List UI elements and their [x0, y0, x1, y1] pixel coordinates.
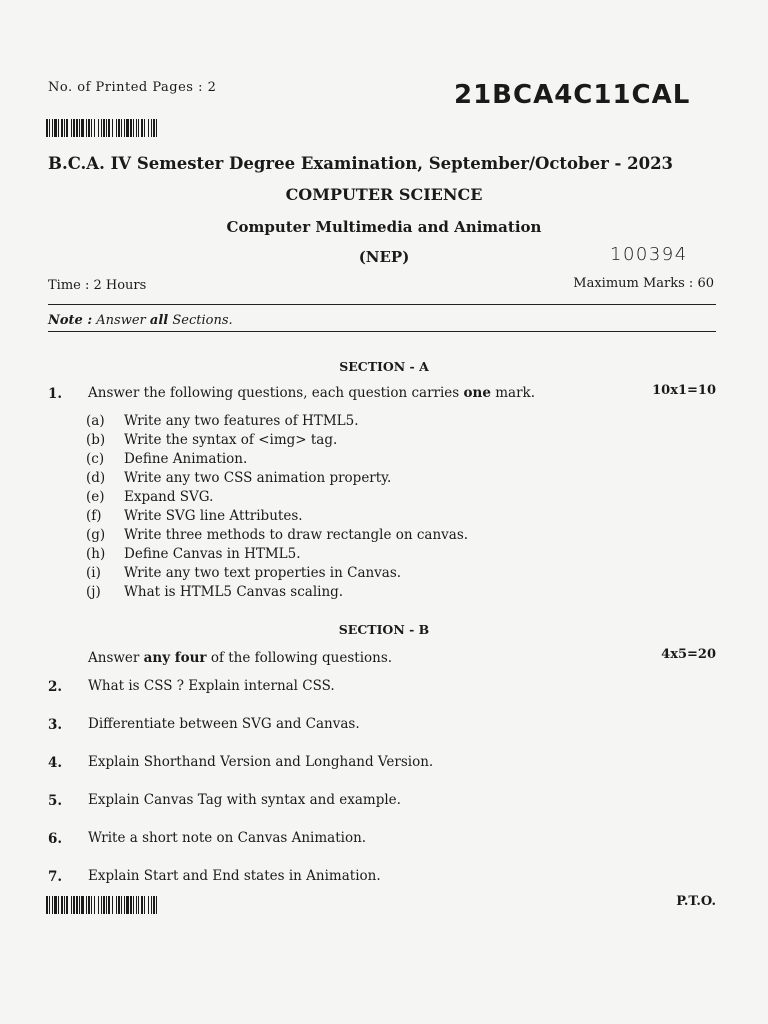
subquestion-label: (h): [86, 546, 106, 562]
subquestion-label: (c): [86, 451, 105, 467]
subquestion-item: [86, 584, 343, 600]
paper-code: 21BCA4C11CAL: [454, 80, 691, 110]
scheme-label: (NEP): [358, 248, 410, 266]
section-a-title: SECTION - A: [339, 359, 429, 374]
subquestion-text: Write any two text properties in Canvas.: [124, 565, 402, 581]
question-text: Explain Start and End states in Animation.: [88, 868, 381, 884]
question-number: 7.: [48, 869, 63, 885]
subquestion-item: [86, 432, 337, 448]
question-number: 5.: [48, 793, 63, 809]
note-emphasis: all: [149, 313, 169, 328]
question-text: Explain Canvas Tag with syntax and example.: [88, 792, 401, 808]
section-b-title: SECTION - B: [338, 622, 430, 637]
subquestion-item: [86, 546, 301, 562]
subquestion-text: Expand SVG.: [124, 489, 214, 505]
subquestion-label: (e): [86, 489, 105, 505]
section-b-marks: 4x5=20: [661, 647, 716, 662]
subquestion-item: [86, 489, 213, 505]
question-text: What is CSS ? Explain internal CSS.: [88, 678, 335, 694]
subquestion-text: Write any two features of HTML5.: [124, 413, 359, 429]
subquestion-text: Write three methods to draw rectangle on canvas.: [124, 527, 469, 543]
divider-top: [48, 304, 716, 305]
handwritten-code: 100394: [610, 244, 688, 265]
instruction-text-before: Answer the following questions, each question carries: [88, 385, 460, 401]
section-a-marks: 10x1=10: [652, 383, 716, 398]
question-text: Explain Shorthand Version and Longhand Version.: [88, 754, 434, 770]
subquestion-text: Define Canvas in HTML5.: [124, 546, 301, 562]
subquestion-item: [86, 451, 247, 467]
pto-label: P.T.O.: [676, 894, 716, 909]
question-number: 2.: [48, 679, 63, 695]
barcode-top: [46, 119, 158, 137]
exam-duration: Time : 2 Hours: [48, 278, 147, 293]
subquestion-label: (g): [86, 527, 106, 543]
barcode-bar: [157, 896, 158, 914]
subquestion-label: (f): [86, 508, 102, 524]
barcode-bar: [157, 119, 158, 137]
question-text: Write a short note on Canvas Animation.: [88, 830, 367, 846]
subquestion-label: (i): [86, 565, 101, 581]
question-number-1: 1.: [48, 386, 63, 402]
subquestion-item: [86, 413, 358, 429]
note-text-before: Answer: [96, 313, 146, 328]
question-number: 6.: [48, 831, 63, 847]
question-number: 4.: [48, 755, 63, 771]
instructions-note: [48, 313, 233, 328]
question-text: Differentiate between SVG and Canvas.: [88, 716, 360, 732]
subquestion-label: (a): [86, 413, 105, 429]
note-label: Note :: [48, 313, 93, 328]
maximum-marks: Maximum Marks : 60: [573, 276, 714, 291]
divider-bottom: [48, 331, 716, 332]
subquestion-label: (j): [86, 584, 101, 600]
subject-title: COMPUTER SCIENCE: [285, 185, 483, 204]
barcode-bottom: [46, 896, 158, 914]
instruction-text-after: of the following questions.: [210, 650, 393, 666]
subquestion-item: [86, 470, 391, 486]
subquestion-text: Write the syntax of <img> tag.: [124, 432, 338, 448]
subquestion-label: (d): [86, 470, 106, 486]
instruction-bold: one: [463, 385, 491, 401]
question-number: 3.: [48, 717, 63, 733]
note-text-after: Sections.: [172, 313, 233, 328]
instruction-text-after: mark.: [495, 385, 536, 401]
subquestion-item: [86, 508, 303, 524]
subquestion-label: (b): [86, 432, 106, 448]
subquestion-item: [86, 565, 401, 581]
subquestion-item: [86, 527, 468, 543]
subquestion-text: What is HTML5 Canvas scaling.: [124, 584, 344, 600]
instruction-bold: any four: [143, 650, 207, 666]
subquestion-text: Write SVG line Attributes.: [124, 508, 303, 524]
section-b-instruction: [88, 650, 392, 666]
section-a-instruction: [88, 385, 535, 401]
exam-title: B.C.A. IV Semester Degree Examination, September/October - 2023: [48, 154, 674, 173]
subquestion-text: Write any two CSS animation property.: [124, 470, 392, 486]
printed-pages-count: No. of Printed Pages : 2: [48, 80, 217, 95]
subquestion-text: Define Animation.: [124, 451, 248, 467]
instruction-text-before: Answer: [88, 650, 140, 666]
paper-name: Computer Multimedia and Animation: [226, 218, 542, 236]
